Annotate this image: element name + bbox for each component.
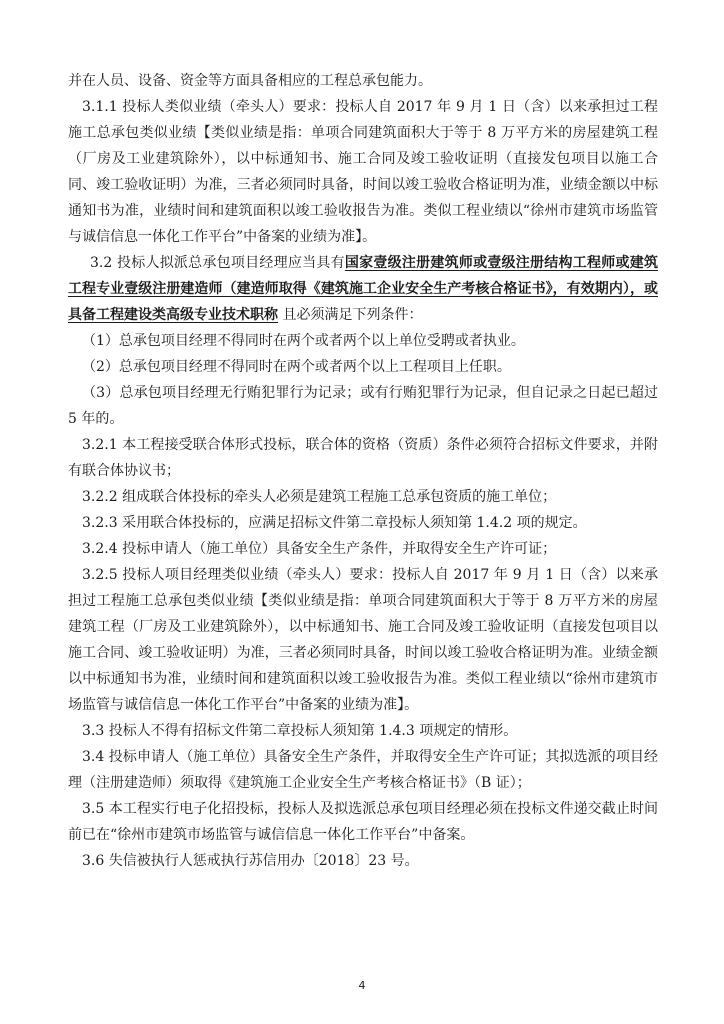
condition-item-3: （3）总承包项目经理无行贿犯罪行为记录；或有行贿犯罪行为记录，但自记录之日起已超过 5 年的。 xyxy=(68,385,658,427)
paragraph-3-1-1: 3.1.1 投标人类似业绩（牵头人）要求：投标人自 2017 年 9 月 1 日（含）以来承担过工程施工总承包类似业绩【类似业绩是指：单项合同建筑面积大于等于 8 万平方米的房屋建筑工程（厂房及工业建筑除外），以中标通知书、施工合同及竣工验收证明（直接发包项目以施工合同、竣工验收证明）为准，三者必须同时具备，时间以竣工验收合格证明为准，业绩金额以中标通知书为准，业绩时间和建筑面积以竣工验收报告为准。类似工程业绩以“徐州市建筑市场监管与诚信信息一体化工作平台”中备案的业绩为准】。 xyxy=(68,99,658,245)
paragraph-3-4: 3.4 投标申请人（施工单位）具备安全生产条件，并取得安全生产许可证；其拟选派的项目经理（注册建造师）须取得《建筑施工企业安全生产考核合格证书》（B 证）； xyxy=(68,749,658,791)
paragraph-3-3: 3.3 投标人不得有招标文件第二章投标人须知第 1.4.3 项规定的情形。 xyxy=(82,723,518,739)
document-body xyxy=(68,68,658,874)
paragraph-3-2-5: 3.2.5 投标人项目经理类似业绩（牵头人）要求：投标人自 2017 年 9 月 1 日（含）以来承担过工程施工总承包类似业绩【类似业绩是指：单项合同建筑面积大于等于 8 万平方米的房屋建筑工程（厂房及工业建筑除外），以中标通知书、施工合同及竣工验收证明（直接发包项目以施工合同、竣工验收证明）为准，三者必须同时具备，时间以竣工验收合格证明为准。业绩金额以中标通知书为准，业绩时间和建筑面积以竣工验收报告为准。类似工程业绩以“徐州市建筑市场监管与诚信信息一体化工作平台”中备案的业绩为准】。 xyxy=(68,567,658,713)
condition-item-2: （2）总承包项目经理不得同时在两个或者两个以上工程项目上任职。 xyxy=(82,359,511,375)
paragraph-3-2-lead: 3.2 投标人拟派总承包项目经理应当具有 xyxy=(90,255,345,271)
paragraph-3-2 xyxy=(68,250,658,328)
page-number: 4 xyxy=(358,979,366,992)
paragraph-3-5: 3.5 本工程实行电子化招投标，投标人及拟选派总承包项目经理必须在投标文件递交截止时间前已在“徐州市建筑市场监管与诚信信息一体化工作平台”中备案。 xyxy=(68,801,658,843)
paragraph-3-2-1: 3.2.1 本工程接受联合体形式投标，联合体的资格（资质）条件必须符合招标文件要求，并附有联合体协议书； xyxy=(68,437,658,479)
paragraph-3-2-tail: 且必须满足下列条件： xyxy=(278,307,423,323)
paragraph-3-2-4: 3.2.4 投标申请人（施工单位）具备安全生产条件，并取得安全生产许可证； xyxy=(82,541,557,557)
paragraph-3-2-2: 3.2.2 组成联合体投标的牵头人必须是建筑工程施工总承包资质的施工单位； xyxy=(82,489,557,505)
paragraph-3-2-qualification-emphasis: 国家壹级注册建筑师或壹级注册结构工程师或建筑工程专业壹级注册建造师（建造师取得《建筑施工企业安全生产考核合格证书》，有效期内），或具备工程建设类高级专业技术职称 xyxy=(68,255,659,323)
condition-item-1: （1）总承包项目经理不得同时在两个或者两个以上单位受聘或者执业。 xyxy=(82,333,525,349)
paragraph-3-6: 3.6 失信被执行人惩戒执行苏信用办〔2018〕23 号。 xyxy=(82,853,419,869)
paragraph-3-2-3: 3.2.3 采用联合体投标的，应满足招标文件第二章投标人须知第 1.4.2 项的规定。 xyxy=(82,515,587,531)
paragraph-continuation: 并在人员、设备、资金等方面具备相应的工程总承包能力。 xyxy=(68,73,432,89)
